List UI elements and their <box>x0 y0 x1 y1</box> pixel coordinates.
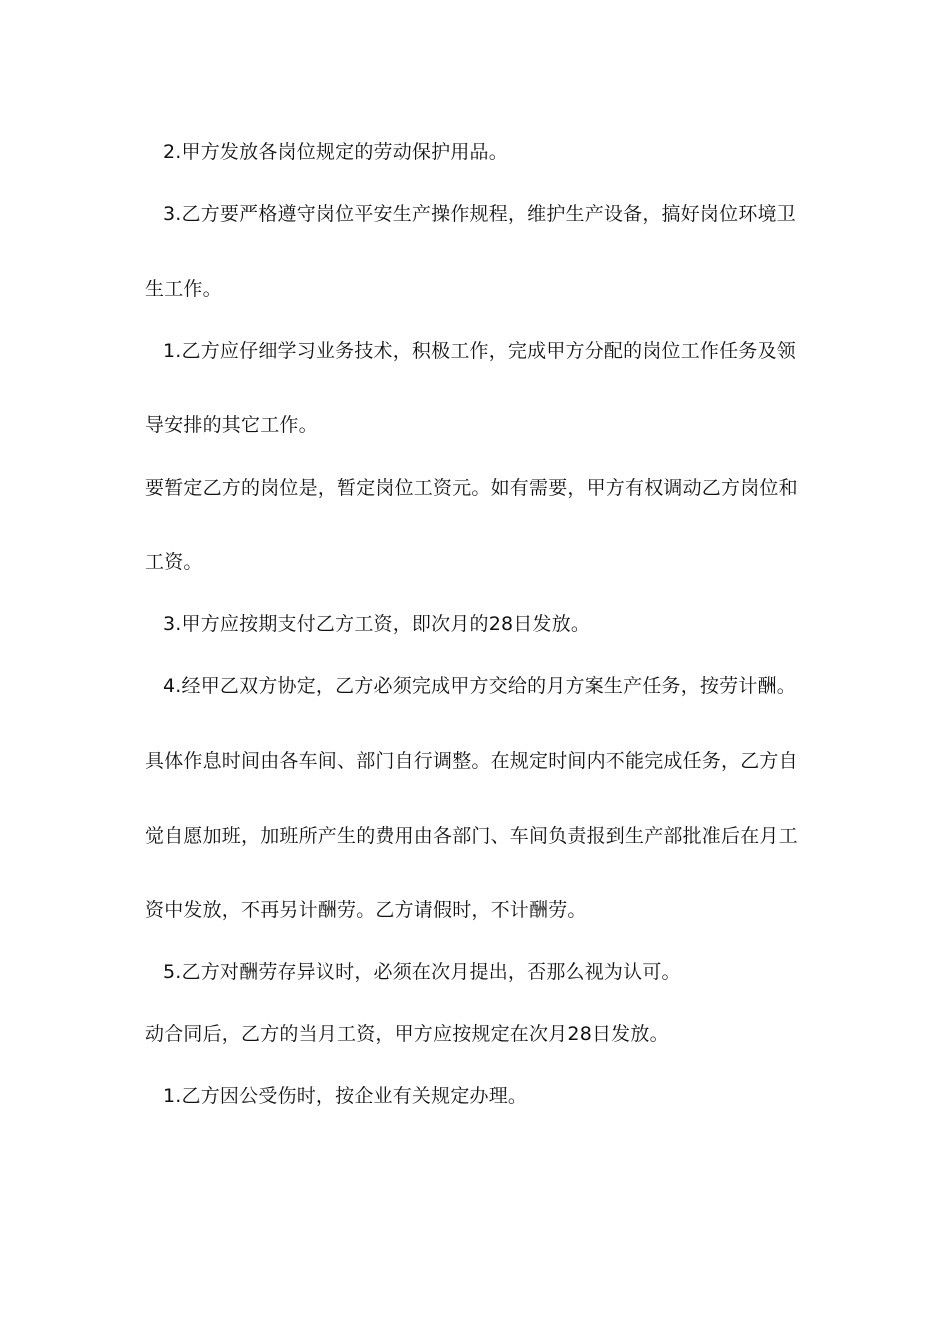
paragraph-line-11: 觉自愿加班，加班所产生的费用由各部门、车间负责报到生产部批准后在月工 <box>145 825 798 847</box>
paragraph-line-13: 5.乙方对酬劳存异议时，必须在次月提出，否那么视为认可。 <box>163 961 681 983</box>
paragraph-line-10: 具体作息时间由各车间、部门自行调整。在规定时间内不能完成任务，乙方自 <box>145 750 798 772</box>
paragraph-line-7: 工资。 <box>145 551 203 573</box>
paragraph-line-4: 1.乙方应仔细学习业务技术，积极工作，完成甲方分配的岗位工作任务及领 <box>163 340 796 362</box>
paragraph-line-2: 3.乙方要严格遵守岗位平安生产操作规程，维护生产设备，搞好岗位环境卫 <box>163 203 796 225</box>
paragraph-line-14: 动合同后，乙方的当月工资，甲方应按规定在次月28日发放。 <box>145 1023 669 1045</box>
paragraph-line-9: 4.经甲乙双方协定，乙方必须完成甲方交给的月方案生产任务，按劳计酬。 <box>163 675 796 697</box>
paragraph-line-3: 生工作。 <box>145 278 222 300</box>
paragraph-line-12: 资中发放，不再另计酬劳。乙方请假时，不计酬劳。 <box>145 899 587 921</box>
paragraph-line-1: 2.甲方发放各岗位规定的劳动保护用品。 <box>163 141 508 163</box>
paragraph-line-15: 1.乙方因公受伤时，按企业有关规定办理。 <box>163 1085 528 1107</box>
paragraph-line-8: 3.甲方应按期支付乙方工资，即次月的28日发放。 <box>163 613 591 635</box>
paragraph-line-6: 要暂定乙方的岗位是，暂定岗位工资元。如有需要，甲方有权调动乙方岗位和 <box>145 477 798 499</box>
paragraph-line-5: 导安排的其它工作。 <box>145 414 318 436</box>
